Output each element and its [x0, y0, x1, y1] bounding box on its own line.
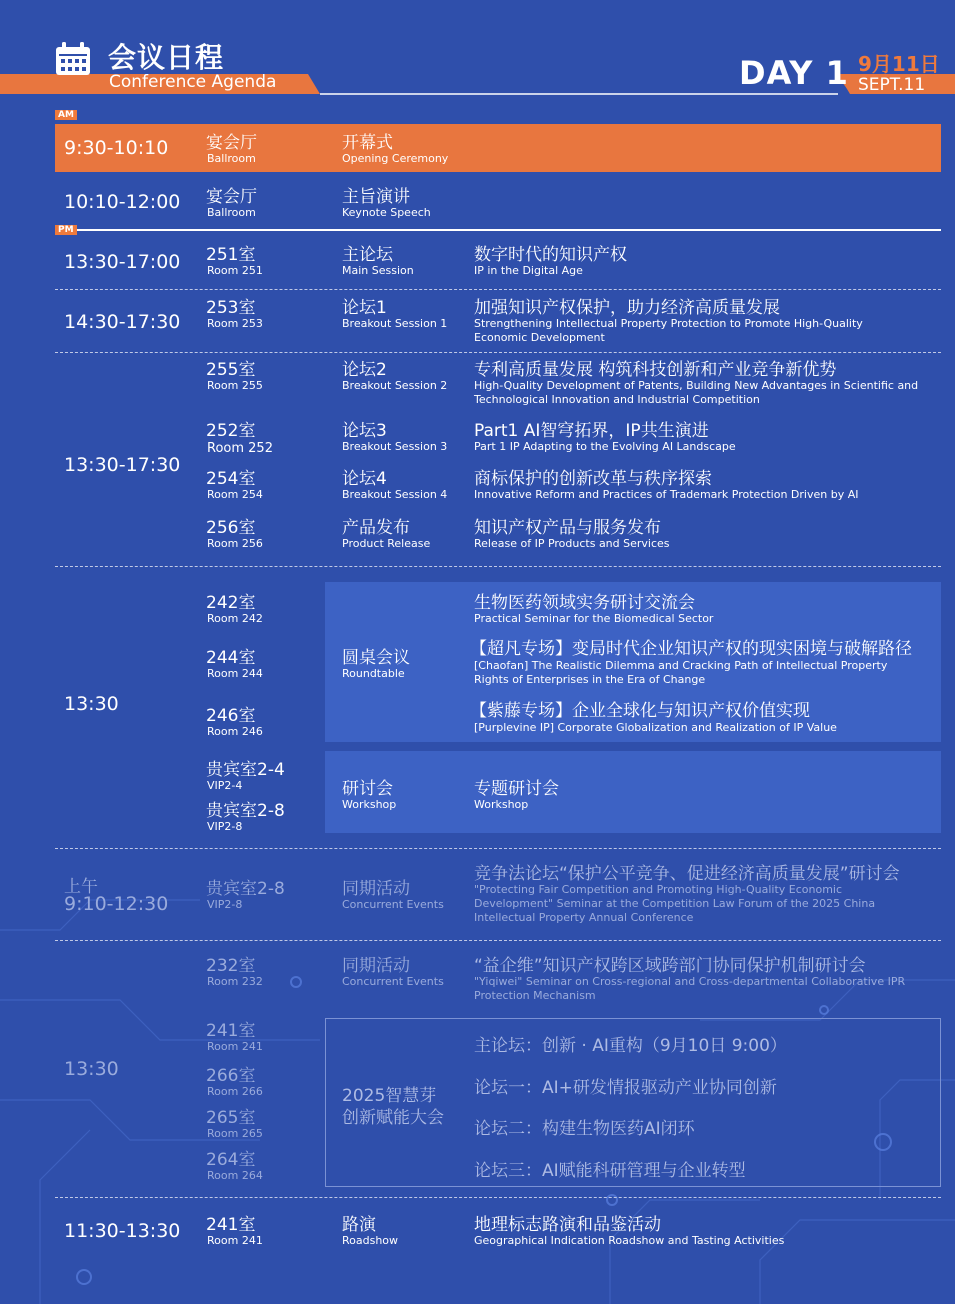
workshop-topic-cn: 专题研讨会 — [474, 779, 559, 799]
g5d-topic-en: Release of IP Products and Services — [474, 537, 670, 550]
row3-session-cn: 主论坛 — [342, 245, 393, 265]
g6-room-5-en: VIP2-8 — [207, 820, 243, 833]
workshop-panel — [325, 751, 941, 833]
g6-room-4-cn: 贵宾室2-4 — [206, 760, 285, 780]
g8a-room-en: Room 232 — [207, 975, 263, 988]
workshop-cn: 研讨会 — [342, 779, 393, 799]
row9-session-cn: 路演 — [342, 1215, 376, 1235]
g8-room-3-en: Room 265 — [207, 1127, 263, 1140]
row4-session-en: Breakout Session 1 — [342, 317, 448, 330]
g7-topic-cn: 竞争法论坛“保护公平竞争、促进经济高质量发展”研讨会 — [474, 864, 900, 884]
g5b-topic-en: Part 1 IP Adapting to the Evolving AI Landscape — [474, 440, 736, 453]
calendar-icon — [54, 41, 92, 77]
g6-topic3-en: [Purplevine IP] Corporate Globalization and Realization of IP Value — [474, 721, 837, 734]
g5a-topic-cn: 专利高质量发展 构筑科技创新和产业竞争新优势 — [474, 360, 837, 380]
row-divider — [55, 289, 941, 290]
g5d-session-cn: 产品发布 — [342, 518, 410, 538]
row1-room-cn: 宴会厅 — [206, 133, 257, 153]
g5d-session-en: Product Release — [342, 537, 431, 550]
day-label: DAY 1 — [739, 54, 849, 92]
row-divider — [55, 848, 941, 849]
g5c-session-cn: 论坛4 — [342, 469, 387, 489]
row3-room-en: Room 251 — [207, 264, 263, 277]
g8-room-2-en: Room 266 — [207, 1085, 263, 1098]
g6-topic2-en-1: [Chaofan] The Realistic Dilemma and Cracking Path of Intellectual Property — [474, 659, 888, 672]
date-cn: 9月11日 — [858, 52, 940, 76]
g5a-session-en: Breakout Session 2 — [342, 379, 448, 392]
row4-topic-cn: 加强知识产权保护，助力经济高质量发展 — [474, 298, 780, 318]
g6-room-4-en: VIP2-4 — [207, 779, 243, 792]
row1-session-en: Opening Ceremony — [342, 152, 449, 165]
row2-session-cn: 主旨演讲 — [342, 187, 410, 207]
row3-room-cn: 251室 — [206, 245, 256, 265]
g5a-topic-en-1: High-Quality Development of Patents, Building New Advantages in Scientific and — [474, 379, 919, 392]
g8a-session-en: Concurrent Events — [342, 975, 444, 988]
g6-topic1-en: Practical Seminar for the Biomedical Sector — [474, 612, 714, 625]
g5b-session-en: Breakout Session 3 — [342, 440, 448, 453]
g8a-session-cn: 同期活动 — [342, 956, 410, 976]
g7-session-en: Concurrent Events — [342, 898, 444, 911]
g8a-topic-cn: “益企维”知识产权跨区域跨部门协同保护机制研讨会 — [474, 956, 866, 976]
g7-time-cn: 上午 — [64, 877, 98, 897]
g6-room-3-cn: 246室 — [206, 706, 256, 726]
g6-room-3-en: Room 246 — [207, 725, 263, 738]
g7-topic-en-1: "Protecting Fair Competition and Promoting High-Quality Economic — [474, 883, 843, 896]
g5a-session-cn: 论坛2 — [342, 360, 387, 380]
g8-room-4-cn: 264室 — [206, 1150, 256, 1170]
row2-time: 10:10-12:00 — [64, 191, 181, 213]
event-forum-3: 论坛二：构建生物医药AI闭环 — [474, 1119, 695, 1139]
date-en: SEPT.11 — [858, 75, 926, 95]
group8-time: 13:30 — [64, 1058, 119, 1080]
g7-room-en: VIP2-8 — [207, 898, 243, 911]
g5d-room-cn: 256室 — [206, 518, 256, 538]
g8a-topic-en-1: "Yiqiwei" Seminar on Cross-regional and Cross-departmental Collaborative IPR — [474, 975, 906, 988]
row9-room-cn: 241室 — [206, 1215, 256, 1235]
g7-room-cn: 贵宾室2-8 — [206, 879, 285, 899]
row9-topic-en: Geographical Indication Roadshow and Tasting Activities — [474, 1234, 785, 1247]
row3-topic-en: IP in the Digital Age — [474, 264, 583, 277]
row3-session-en: Main Session — [342, 264, 414, 277]
pm-tag: PM — [55, 225, 77, 235]
row4-session-cn: 论坛1 — [342, 298, 387, 318]
row4-topic-en-1: Strengthening Intellectual Property Protection to Promote High-Quality — [474, 317, 863, 330]
workshop-en: Workshop — [342, 798, 397, 811]
row-divider — [55, 566, 941, 567]
pm-divider — [55, 229, 941, 231]
g5d-topic-cn: 知识产权产品与服务发布 — [474, 518, 661, 538]
row9-room-en: Room 241 — [207, 1234, 263, 1247]
g5b-session-cn: 论坛3 — [342, 421, 387, 441]
row3-time: 13:30-17:00 — [64, 251, 181, 273]
event-forum-2: 论坛一：AI+研发情报驱动产业协同创新 — [474, 1078, 777, 1098]
row4-room-en: Room 253 — [207, 317, 263, 330]
g5c-room-cn: 254室 — [206, 469, 256, 489]
row4-room-cn: 253室 — [206, 298, 256, 318]
roundtable-cn: 圆桌会议 — [342, 648, 410, 668]
g5c-session-en: Breakout Session 4 — [342, 488, 448, 501]
group6-time: 13:30 — [64, 693, 119, 715]
row2-session-en: Keynote Speech — [342, 206, 431, 219]
g6-room-1-cn: 242室 — [206, 593, 256, 613]
g6-room-2-en: Room 244 — [207, 667, 263, 680]
g5c-room-en: Room 254 — [207, 488, 263, 501]
event-name-line2: 创新赋能大会 — [342, 1108, 444, 1128]
workshop-topic-en: Workshop — [474, 798, 529, 811]
g5a-room-en: Room 255 — [207, 379, 263, 392]
roundtable-en: Roundtable — [342, 667, 405, 680]
g5b-room-cn: 252室 — [206, 421, 256, 441]
event-name-line1: 2025智慧芽 — [342, 1086, 437, 1106]
g6-room-5-cn: 贵宾室2-8 — [206, 801, 285, 821]
row9-topic-cn: 地理标志路演和品鉴活动 — [474, 1215, 661, 1235]
row2-room-en: Ballroom — [207, 206, 256, 219]
g8-room-3-cn: 265室 — [206, 1108, 256, 1128]
g5b-room-en: Room 252 — [207, 441, 273, 456]
g5c-topic-cn: 商标保护的创新改革与秩序探索 — [474, 469, 712, 489]
g8-room-4-en: Room 264 — [207, 1169, 263, 1182]
g7-topic-en-3: Intellectual Property Annual Conference — [474, 911, 694, 924]
am-tag: AM — [55, 110, 77, 120]
row9-session-en: Roadshow — [342, 1234, 399, 1247]
group5-time: 13:30-17:30 — [64, 454, 181, 476]
g6-topic2-en-2: Rights of Enterprises in the Era of Change — [474, 673, 706, 686]
g8a-room-cn: 232室 — [206, 956, 256, 976]
row-divider — [55, 940, 941, 941]
row1-room-en: Ballroom — [207, 152, 256, 165]
row9-time: 11:30-13:30 — [64, 1220, 181, 1242]
g6-room-1-en: Room 242 — [207, 612, 263, 625]
g5d-room-en: Room 256 — [207, 537, 263, 550]
row2-room-cn: 宴会厅 — [206, 187, 257, 207]
header — [0, 0, 955, 100]
row4-topic-en-2: Economic Development — [474, 331, 605, 344]
g7-session-cn: 同期活动 — [342, 879, 410, 899]
event-forum-4: 论坛三：AI赋能科研管理与企业转型 — [474, 1161, 746, 1181]
g7-time: 9:10-12:30 — [64, 893, 169, 915]
opening-row-highlight — [55, 124, 941, 172]
row1-session-cn: 开幕式 — [342, 133, 393, 153]
row4-time: 14:30-17:30 — [64, 311, 181, 333]
g7-topic-en-2: Development" Seminar at the Competition Law Forum of the 2025 China — [474, 897, 876, 910]
g5a-topic-en-2: Technological Innovation and Industrial Competition — [474, 393, 760, 406]
g5c-topic-en: Innovative Reform and Practices of Trademark Protection Driven by AI — [474, 488, 859, 501]
g8-room-2-cn: 266室 — [206, 1066, 256, 1086]
row-divider — [55, 352, 941, 353]
event-forum-1: 主论坛：创新 · AI重构（9月10日 9:00） — [474, 1036, 787, 1056]
page-subtitle: Conference Agenda — [109, 72, 277, 92]
g6-topic3-cn: 【紫藤专场】企业全球化与知识产权价值实现 — [470, 701, 810, 721]
g6-room-2-cn: 244室 — [206, 648, 256, 668]
g8-room-1-en: Room 241 — [207, 1040, 263, 1053]
row3-topic-cn: 数字时代的知识产权 — [474, 245, 627, 265]
row-divider — [55, 1197, 941, 1198]
g5b-topic-cn: Part1 AI智穹拓界，IP共生演进 — [474, 421, 709, 441]
g6-topic1-cn: 生物医药领域实务研讨交流会 — [474, 593, 695, 613]
g8a-topic-en-2: Protection Mechanism — [474, 989, 596, 1002]
g6-topic2-cn: 【超凡专场】变局时代企业知识产权的现实困境与破解路径 — [470, 639, 912, 659]
row1-time: 9:30-10:10 — [64, 137, 169, 159]
g8-room-1-cn: 241室 — [206, 1021, 256, 1041]
page-title: 会议日程 — [108, 41, 225, 74]
g5a-room-cn: 255室 — [206, 360, 256, 380]
